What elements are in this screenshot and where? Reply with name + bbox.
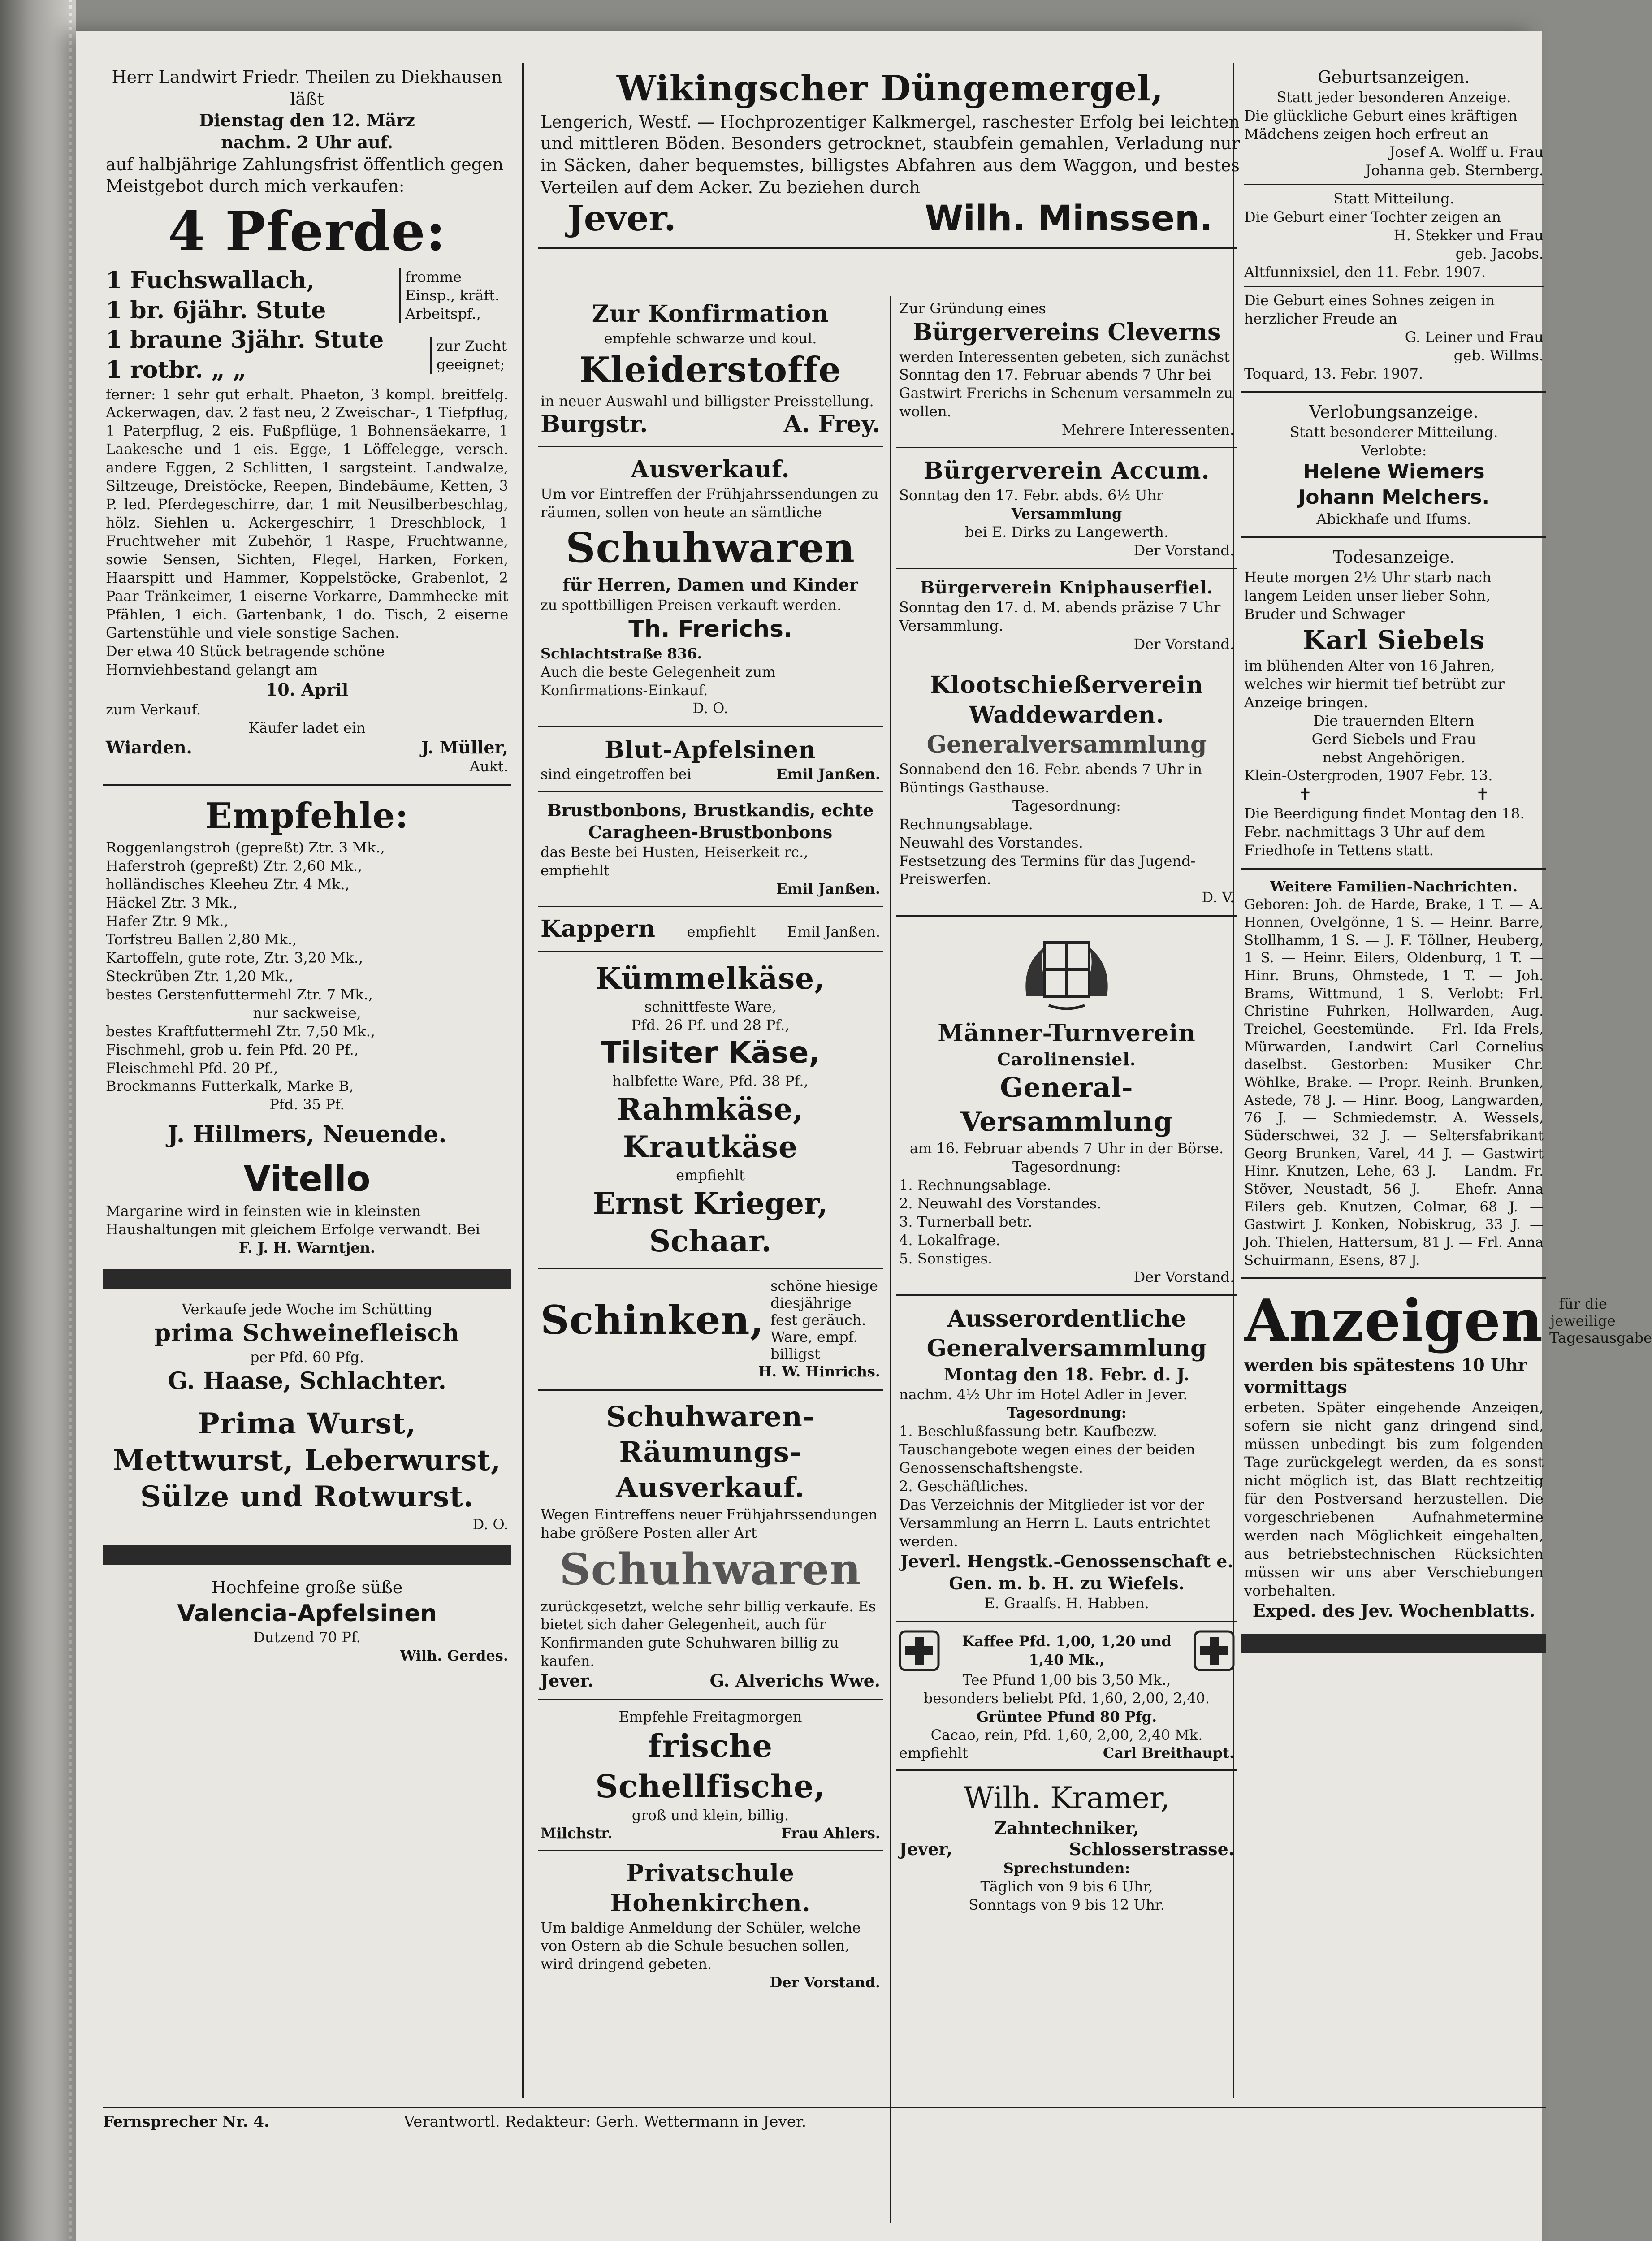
agenda-item: 2. Neuwahl des Vorstandes. <box>899 1195 1102 1212</box>
price-item: bestes Gerstenfuttermehl Ztr. 7 Mk., <box>106 986 373 1003</box>
ad-text: Die Geburt einer Tochter zeigen an <box>1244 208 1501 226</box>
ad-signature: Jeverl. Hengstk.-Genossenschaft e. Gen. m. b. H. zu Wiefels. <box>900 1551 1233 1593</box>
ad-signature: Mehrere Interessenten. <box>1061 421 1234 439</box>
price-item: Cacao, rein, Pfd. 1,60, 2,00, 2,40 Mk. <box>930 1726 1203 1744</box>
ad-headline: Ausserordentliche <box>947 1305 1186 1332</box>
ad-text: Herr Landwirt Friedr. Theilen zu Diekhausen läßt <box>112 67 502 109</box>
ad-headline: Bürgervereins Cleverns <box>912 318 1221 346</box>
memorial-crosses <box>1244 785 1544 805</box>
separator-bar <box>103 1545 511 1565</box>
ad-price: halbfette Ware, Pfd. 38 Pf., <box>612 1072 809 1090</box>
accum-ad <box>896 453 1237 563</box>
agenda-item: Neuwahl des Vorstandes. <box>899 834 1083 851</box>
ad-place: bei E. Dirks zu Langewerth. <box>965 523 1168 541</box>
horse-item: 1 br. 6jähr. Stute <box>106 296 326 324</box>
price-item: Kartoffeln, gute rote, Ztr. 3,20 Mk., <box>106 949 363 966</box>
ad-text: Die glückliche Geburt eines kräftigen Mädchens zeigen hoch erfreut an <box>1244 107 1518 143</box>
ad-text: in neuer Auswahl und billigster Preisstellung. <box>541 393 874 410</box>
red-cross-icon <box>1194 1631 1234 1671</box>
ad-text: empfiehlt <box>676 1166 745 1184</box>
section-title: Geburtsanzeigen. <box>1318 67 1470 87</box>
book-binding <box>0 0 76 2241</box>
ad-headline: Männer-Turnverein <box>938 1020 1196 1047</box>
haase-ad <box>103 1297 511 1538</box>
ad-text: empfehle schwarze und koul. <box>604 329 817 347</box>
ad-headline: Schuhwaren <box>566 523 855 572</box>
separator-bar <box>103 1269 511 1289</box>
ad-signature: J. Müller, <box>421 737 508 758</box>
ad-text: Heute morgen 2½ Uhr starb nach langem Leiden unser lieber Sohn, Bruder und Schwager <box>1244 568 1492 623</box>
kaese-ad <box>538 956 883 1264</box>
clevern-ad <box>896 296 1237 443</box>
ad-headline: Wikingscher Düngemergel, <box>616 68 1164 109</box>
ad-headline: Bürgerverein Kniphauserfiel. <box>920 577 1214 597</box>
ad-signature: Frau Ahlers. <box>781 1825 880 1842</box>
raeumung-ad <box>538 1395 883 1695</box>
price-item: Fischmehl, grob u. fein Pfd. 20 Pf., <box>106 1041 359 1058</box>
agenda-item: Festsetzung des Termins für das Jugend-Preiswerfen. <box>899 852 1196 888</box>
ad-subtitle: Zahntechniker, <box>994 1817 1139 1838</box>
agenda-title: Tagesordnung: <box>1012 1158 1121 1176</box>
generalversammlung-ad <box>896 1301 1237 1617</box>
ad-names: Josef A. Wolff u. Frau <box>1389 143 1544 161</box>
ad-names: geb. Jacobs. <box>1455 245 1544 263</box>
ad-text: schöne hiesige diesjährige fest geräuch. Ware, empf. billigst <box>770 1277 878 1363</box>
horse-item: 1 rotbr. „ „ <box>106 356 247 384</box>
ad-headline: 4 Pferde: <box>168 199 446 263</box>
kappern-ad <box>538 912 883 946</box>
ad-text: am 16. Februar abends 7 Uhr in der Börse. <box>909 1140 1224 1157</box>
ad-headline: Empfehle: <box>205 796 409 837</box>
ad-signature: G. Alverichs Wwe. <box>709 1670 880 1691</box>
price-item: Grüntee Pfund 80 Pfg. <box>976 1708 1157 1726</box>
ad-headline: Prima Wurst, Mettwurst, Leberwurst, Sülze und Rotwurst. <box>112 1406 502 1514</box>
hours-item: Täglich von 9 bis 6 Uhr, <box>980 1878 1153 1895</box>
empfehle-ad <box>103 790 511 1154</box>
ad-place: Wiarden. <box>106 737 192 758</box>
ad-date: 10. April <box>265 679 349 700</box>
ad-text: vormittags <box>1244 1376 1347 1397</box>
ad-signature: Der Vorstand. <box>1133 1268 1234 1285</box>
column-left <box>103 63 511 1669</box>
price-item: nur sackweise, <box>253 1004 361 1021</box>
ad-signature-title: Aukt. <box>469 758 508 775</box>
price-item: Hafer Ztr. 9 Mk., <box>106 912 229 930</box>
ad-signature: F. J. H. Warntjen. <box>238 1239 376 1256</box>
turnverein-ad <box>896 921 1237 1289</box>
ad-headline: Wilh. Kramer, <box>963 1781 1170 1816</box>
birth-announcements <box>1241 63 1546 387</box>
ad-signature: A. Frey. <box>783 411 880 438</box>
ad-date: Altfunnixsiel, den 11. Febr. 1907. <box>1244 264 1486 281</box>
ad-text: Statt jeder besonderen Anzeige. <box>1276 88 1511 106</box>
ad-text: im blühenden Alter von 16 Jahren, welches wir hiermit tief betrübt zur Anzeige bringen. <box>1244 657 1505 711</box>
inventory-list: ferner: 1 sehr gut erhalt. Phaeton, 3 kompl. breitfelg. Ackerwagen, dav. 2 fast neu, 2 Zweischar-, 1 Tiefpflug, 1 Paterpflug, 2 eis. Fußpflüge, 1 Bohnensäekarre, 1 Laakesche und 1 eis. Egge, 1 Löffelegge, versch. andere Eggen, 2 Schlitten, 1 sargsteint. Landwalze, Siltzeuge, Dreistöcke, Reepen, Bindebäume, Ketten, 3 P. led. Pferdegeschirre, dar. 1 mit Neusilberbeschlag, hölz. Siehlen u. Ackergeschirr, 1 Dreschblock, 1 Fruchtweher mit Zubehör, 1 Raspe, Fruchtwanne, sowie Sensen, Sichten, Flegel, Harken, Forken, Haarspitt und Hammer, Koppelstöcke, Grabenlot, 2 Paar Tränkeimer, 1 eiserne Vorkarre, Dammhecke mit Pfählen, 1 eich. Gartenbank, 1 do. Tisch, 2 eiserne Gartenstühle und viele sonstige Sachen. <box>106 385 508 641</box>
ad-signature: Wilh. Minssen. <box>925 199 1213 239</box>
ad-headline: Ausverkauf. <box>631 456 790 484</box>
ad-headline: Schuhwaren <box>559 1544 861 1595</box>
ad-headline: Kümmelkäse, <box>595 961 826 996</box>
ad-names: Karl Siebels <box>1303 624 1485 655</box>
kniphausen-ad <box>896 573 1237 657</box>
agenda-item: 1. Rechnungsablage. <box>899 1177 1051 1194</box>
price-item: Brockmanns Futterkalk, Marke B, <box>106 1077 354 1095</box>
ad-place: Jever. <box>541 1670 594 1691</box>
ad-signature: Der Vorstand. <box>1133 541 1234 559</box>
kramer-ad <box>896 1776 1237 1918</box>
privatschule-ad <box>538 1855 883 1995</box>
family-news <box>1241 874 1546 1273</box>
ad-text: Zur Gründung eines <box>899 300 1046 317</box>
agenda-item: 4. Lokalfrage. <box>899 1231 1000 1249</box>
ad-headline: Räumungs-Ausverkauf. <box>616 1436 805 1504</box>
ad-text: Statt Mitteilung. <box>1333 190 1454 208</box>
ad-signature: G. Haase, Schlachter. <box>168 1367 446 1395</box>
ad-signature: Th. Frerichs. <box>628 616 792 643</box>
ad-place: Jever. <box>567 198 676 239</box>
column-middle-right <box>896 296 1237 1918</box>
ad-headline: Generalversammlung <box>926 731 1207 759</box>
ad-names: E. Graalfs. H. Habben. <box>984 1595 1149 1612</box>
ad-text: zu spottbilligen Preisen verkauft werden. <box>541 597 842 614</box>
ad-place: Abickhafe und Ifums. <box>1316 510 1471 528</box>
ad-text: Um baldige Anmeldung der Schüler, welche von Ostern ab die Schule besuchen sollen, wird dringend gebeten. <box>541 1919 861 1973</box>
ad-price: Dutzend 70 Pf. <box>253 1629 361 1646</box>
cross-icon: ✝ <box>1475 785 1490 805</box>
anzeigen-notice <box>1241 1284 1652 1625</box>
konfirmation-ad <box>538 296 883 441</box>
hours-item: Sonntags von 9 bis 12 Uhr. <box>969 1896 1165 1914</box>
section-title: Weitere Familien-Nachrichten. <box>1270 878 1518 896</box>
ad-headline: Schinken, <box>541 1296 765 1343</box>
price-item: Kaffee Pfd. 1,00, 1,20 und 1,40 Mk., <box>962 1633 1172 1669</box>
ad-date: Toquard, 13. Febr. 1907. <box>1244 365 1423 382</box>
ad-text: das Beste bei Husten, Heiserkeit rc., empfiehlt <box>541 844 809 879</box>
vitello-ad <box>103 1154 511 1261</box>
schellfische-ad <box>538 1704 883 1845</box>
ad-names: Gerd Siebels und Frau <box>1311 730 1476 748</box>
price-item: Pfd. 35 Pf. <box>269 1096 345 1113</box>
ad-text: werden Interessenten gebeten, sich zunächst Sonntag den 17. Februar abends 7 Uhr bei Gastwirt Frerichs in Schenum versammeln zu wollen. <box>899 348 1233 420</box>
ad-subtitle: für Herren, Damen und Kinder <box>562 575 858 595</box>
footer-phone: Fernsprecher Nr. 4. <box>103 2113 269 2131</box>
turnverein-emblem-icon <box>899 929 1234 1014</box>
horse-note: fromme Einsp., kräft. Arbeitspf., <box>399 268 508 323</box>
ad-text: Die Beerdigung findet Montag den 18. Febr. nachmittags 3 Uhr auf dem Friedhofe in Tettens statt. <box>1244 805 1525 859</box>
price-item: holländisches Kleeheu Ztr. 4 Mk., <box>106 876 350 893</box>
column-middle-left <box>538 296 883 1995</box>
ad-names: G. Leiner und Frau <box>1405 329 1544 346</box>
horse-note: zur Zucht geeignet; <box>430 337 508 374</box>
ad-headline: Anzeigen <box>1244 1287 1544 1355</box>
horse-auction-ad <box>103 63 511 779</box>
ad-headline: Carolinensiel. <box>997 1049 1137 1069</box>
ad-signature: Carl Breithaupt. <box>1103 1744 1234 1762</box>
separator-bar <box>1241 1634 1546 1653</box>
price-item: Tee Pfund 1,00 bis 3,50 Mk., <box>962 1671 1171 1689</box>
horse-group-2 <box>106 325 508 385</box>
ad-headline: Waddewarden. <box>969 701 1165 729</box>
price-item: Fleischmehl Pfd. 20 Pf., <box>106 1059 278 1077</box>
ad-signature: J. Hillmers, Neuende. <box>167 1121 447 1149</box>
ad-place: Milchstr. <box>541 1825 613 1842</box>
agenda-item: 2. Geschäftliches. <box>899 1478 1029 1495</box>
agenda-item: 1. Beschlußfassung betr. Kaufbezw. Tauschangebote wegen eines der beiden Genossenschaftshengste. <box>899 1423 1195 1477</box>
cross-icon: ✝ <box>1298 785 1312 805</box>
ad-signature: Emil Janßen. <box>787 923 880 941</box>
horse-item: 1 Fuchswallach, <box>106 267 315 294</box>
death-announcement <box>1241 543 1546 863</box>
ad-headline: frische Schellfische, <box>595 1727 826 1805</box>
price-item: Steckrüben Ztr. 1,20 Mk., <box>106 967 294 985</box>
price-item: Häckel Ztr. 3 Mk., <box>106 894 238 911</box>
ad-headline: General-Versammlung <box>960 1072 1173 1138</box>
ad-text: Der etwa 40 Stück betragende schöne Hornviehbestand gelangt am <box>106 642 385 678</box>
ad-text: Auch die beste Gelegenheit zum Konfirmations-Einkauf. <box>541 663 776 699</box>
ad-text: Käufer ladet ein <box>248 719 366 737</box>
ad-signature: Emil Janßen. <box>776 765 880 783</box>
family-news-text: Geboren: Joh. de Harde, Brake, 1 T. — A. Honnen, Ovelgönne, 1 S. — Heinr. Barre, Stollhamm, 1 S. — J. F. Töllner, Heuberg, 1 S. — Heinr. Eilers, Oldenburg, 1 T. — Hinr. Bruns, Ohmstede, 1 T. — Joh. Brams, Wittmund, 1 S. Verlobt: Frl. Christine Fuhrken, Hollwarden, Aug. Treichel, Geestemünde. — Frl. Ida Frels, Mürwarden, Landwirt Carl Cornelius daselbst. Gestorben: Musiker Chr. Wöhlke, Brake. — Propr. Reinh. Brunken, Astede, 78 J. — Hinr. Boog, Langwarden, 76 J. — Schmiedemstr. A. Wessels, Süderschwei, 32 J. — Seltersfabrikant Georg Brunken, Varel, 44 J. — Gastwirt Hinr. Knutzen, Lehe, 63 J. — Landm. Fr. Stöver, Neustadt, 56 J. — Ehefr. Anna Eilers geb. Knutzen, Colmar, 68 J. — Gastwirt J. Konken, Nobiskrug, 33 J. — Joh. Thielen, Hattersum, 81 J. — Frl. Anna Schuirmann, Esens, 87 J. <box>1244 896 1544 1268</box>
ad-price: Pfd. 26 Pf. und 28 Pf., <box>631 1016 790 1034</box>
ad-text: groß und klein, billig. <box>631 1807 789 1824</box>
price-item: Torfstreu Ballen 2,80 Mk., <box>106 930 297 948</box>
ad-headline: Rahmkäse, <box>617 1091 804 1127</box>
ad-names: Helene Wiemers <box>1303 460 1485 484</box>
blut-apfelsinen-ad <box>538 732 883 786</box>
brustbonbons-ad <box>538 796 883 902</box>
ad-signature: Der Vorstand. <box>770 1974 880 1991</box>
ad-headline: Schuhwaren- <box>606 1400 815 1433</box>
ad-text: Empfehle Freitagmorgen <box>618 1708 802 1726</box>
ad-text: Hochfeine große süße <box>211 1578 403 1598</box>
ad-names: geb. Willms. <box>1453 347 1544 364</box>
ad-headline: Valencia-Apfelsinen <box>177 1600 437 1627</box>
valencia-ad <box>103 1573 511 1669</box>
ad-price: per Pfd. 60 Pfg. <box>250 1349 364 1366</box>
ad-signature: Ernst Krieger, Schaar. <box>593 1185 828 1259</box>
ad-address: Schlosserstrasse. <box>1069 1839 1234 1860</box>
ad-text: auf halbjährige Zahlungsfrist öffentlich gegen Meistgebot durch mich verkaufen: <box>106 154 504 196</box>
engagement-announcement <box>1241 398 1546 532</box>
ad-text: erbeten. Später eingehende Anzeigen, sofern sie nicht ganz dringend sind, müssen unbedingt bis zum folgenden Tage zurückgelegt werden, da es sonst nicht möglich ist, das Blatt rechtzeitig für den Postversand herzustellen. Die vorgeschriebenen Aufnahmetermine werden nach Möglichkeit eingehalten, aus betriebstechnischen Rücksichten müssen wir uns aber Verschiebungen vorbehalten. <box>1244 1398 1544 1600</box>
ad-text: sind eingetroffen bei <box>541 765 692 783</box>
ad-signature: D. O. <box>472 1516 508 1533</box>
ad-headline: Kleiderstoffe <box>579 349 841 390</box>
ad-signature: Der Vorstand. <box>1133 636 1234 653</box>
ad-text: Statt besonderer Mitteilung. <box>1289 423 1498 441</box>
agenda-title: Tagesordnung: <box>1007 1404 1127 1422</box>
agenda-item: 3. Turnerball betr. <box>899 1213 1033 1230</box>
ad-signature: D. O. <box>692 700 728 717</box>
ad-text: Um vor Eintreffen der Frühjahrssendungen zu räumen, sollen von heute an sämtliche <box>541 485 879 521</box>
agenda-title: Tagesordnung: <box>1012 797 1121 814</box>
red-cross-icon <box>899 1631 939 1671</box>
ad-text: empfiehlt <box>899 1744 968 1762</box>
ad-subtitle: Versammlung <box>1011 505 1122 522</box>
column-rule-middle <box>890 296 891 2223</box>
horse-group-1 <box>106 266 508 325</box>
price-item: Haferstroh (gepreßt) Ztr. 2,60 Mk., <box>106 857 363 875</box>
hours-title: Sprechstunden: <box>1003 1860 1130 1877</box>
ad-headline: Klootschießerverein <box>930 671 1204 699</box>
ad-text: Sonntag den 17. d. M. abends präzise 7 Uhr Versammlung. <box>899 599 1221 635</box>
ad-text: Die Geburt eines Sohnes zeigen in herzlicher Freude an <box>1244 292 1495 328</box>
ad-names: Die trauernden Eltern <box>1313 712 1475 729</box>
ad-text: Sonntag den 17. Febr. abds. 6½ Uhr <box>899 486 1163 504</box>
ad-headline: prima Schweinefleisch <box>154 1319 460 1347</box>
agenda-item: 5. Sonstiges. <box>899 1250 993 1267</box>
ad-time: nachm. 2 Uhr auf. <box>221 132 393 152</box>
price-item: Roggenlangstroh (gepreßt) Ztr. 3 Mk., <box>106 839 385 857</box>
ad-headline: Vitello <box>243 1159 371 1199</box>
ad-headline: Privatschule Hohenkirchen. <box>610 1860 811 1917</box>
ad-names: H. Stekker und Frau <box>1393 227 1544 244</box>
ad-text: nachm. 4½ Uhr im Hotel Adler in Jever. <box>899 1386 1188 1403</box>
ad-signature: Wilh. Gerdes. <box>400 1647 508 1665</box>
ad-text: für die jeweilige Tagesausgabe <box>1549 1295 1652 1347</box>
ad-date: Dienstag den 12. März <box>199 110 415 131</box>
ad-headline: Generalversammlung <box>926 1335 1207 1363</box>
ad-signature: D. V. <box>1202 889 1234 906</box>
ad-text: zurückgesetzt, welche sehr billig verkaufe. Es bietet sich daher Gelegenheit, auch für Konfirmanden gute Schuhwaren billig zu kaufen. <box>541 1597 876 1670</box>
ad-text: Margarine wird in feinsten wie in kleinsten Haushaltungen mit gleichem Erfolge verwandt. Bei <box>106 1202 480 1238</box>
ad-place: Burgstr. <box>541 411 648 438</box>
ad-text: werden bis spätestens 10 Uhr <box>1244 1355 1527 1376</box>
ad-date: Montag den 18. Febr. d. J. <box>944 1364 1189 1384</box>
page-footer <box>103 2107 1546 2131</box>
ad-headline: Zur Konfirmation <box>592 300 829 328</box>
ausverkauf-ad <box>538 451 883 721</box>
klootschiesser-ad <box>896 667 1237 910</box>
ad-headline: Kappern <box>541 915 656 943</box>
price-item: besonders beliebt Pfd. 1,60, 2,00, 2,40. <box>923 1690 1210 1707</box>
price-item: bestes Kraftfuttermehl Ztr. 7,50 Mk., <box>106 1022 376 1040</box>
ad-signature: H. W. Hinrichs. <box>758 1363 880 1380</box>
schinken-ad <box>538 1274 883 1384</box>
agenda-item: Rechnungsablage. <box>899 815 1033 833</box>
ad-headline: Brustbonbons, Brustkandis, echte Caragheen-Brustbonbons <box>547 800 874 842</box>
ad-text: schnittfeste Ware, <box>644 998 777 1015</box>
ad-headline: Bürgerverein Accum. <box>923 457 1210 485</box>
column-right <box>1241 63 1652 1661</box>
ad-signature: Emil Janßen. <box>776 880 880 898</box>
ad-text: Sonnabend den 16. Febr. abends 7 Uhr in Büntings Gasthause. <box>899 760 1202 796</box>
section-title: Todesanzeige. <box>1332 547 1455 567</box>
ad-text: Wegen Eintreffens neuer Frühjahrssendungen habe größere Posten aller Art <box>541 1506 878 1541</box>
ad-date: Klein-Ostergroden, 1907 Febr. 13. <box>1244 767 1493 784</box>
ad-text: Verlobte: <box>1361 441 1427 459</box>
horse-item: 1 braune 3jähr. Stute <box>106 326 384 354</box>
ad-text: Lengerich, Westf. — Hochprozentiger Kalkmergel, raschester Erfolg bei leichten und mittleren Böden. Besonders getrocknet, staubfein gemahlen, Verladung nur in Säcken, daher bequemstes, billigstes Abfahren aus dem Waggon, und bestes Verteilen auf dem Acker. Zu beziehen durch <box>541 112 1240 197</box>
ad-text: empfiehlt <box>687 923 756 941</box>
ad-address: Schlachtstraße 836. <box>541 645 702 662</box>
column-rule-left <box>522 63 524 2098</box>
ad-text: zum Verkauf. <box>106 701 201 718</box>
ad-place: Jever, <box>899 1839 952 1860</box>
ad-names: nebst Angehörigen. <box>1322 748 1466 766</box>
section-title: Verlobungsanzeige. <box>1309 402 1479 422</box>
ad-headline: Blut-Apfelsinen <box>605 736 816 764</box>
ad-headline: Tilsiter Käse, <box>601 1035 820 1070</box>
duengemergel-ad <box>538 63 1242 242</box>
ad-names: Johanna geb. Sternberg. <box>1365 162 1544 179</box>
ad-text: Verkaufe jede Woche im Schütting <box>182 1300 432 1318</box>
ad-names: Johann Melchers. <box>1298 485 1490 509</box>
ad-signature: Exped. des Jev. Wochenblatts. <box>1252 1601 1535 1621</box>
ad-headline: Krautkäse <box>623 1129 798 1165</box>
kaffee-ad <box>896 1627 1237 1765</box>
footer-editor: Verantwortl. Redakteur: Gerh. Wettermann in Jever. <box>403 2113 807 2131</box>
ad-text: Das Verzeichnis der Mitglieder ist vor der Versammlung an Herrn L. Lauts entrichtet werden. <box>899 1496 1210 1550</box>
